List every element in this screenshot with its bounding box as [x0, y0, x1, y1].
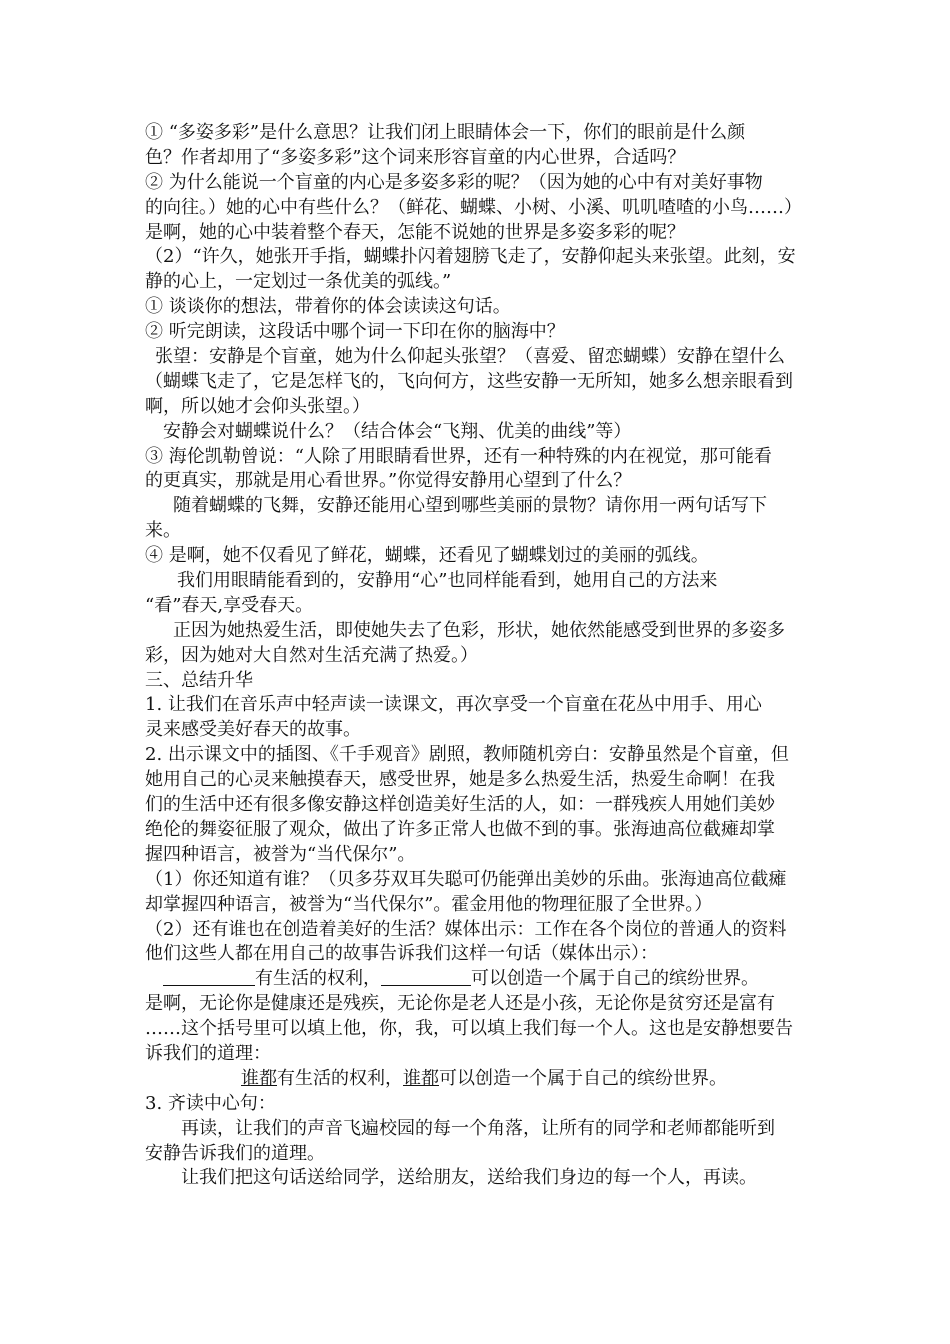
answer-word-1: 谁都: [241, 1067, 277, 1089]
blank-1: [163, 967, 255, 986]
text-line: 静的心上，一定划过一条优美的弧线。”: [145, 271, 452, 293]
text-line: 啊，所以她才会仰头张望。）: [145, 395, 370, 417]
text-line: 她用自己的心灵来触摸春天，感受世界，她是多么热爱生活，热爱生命啊！在我: [145, 769, 775, 791]
text-line: 是啊，无论你是健康还是残疾，无论你是老人还是小孩，无论你是贫穷还是富有: [145, 993, 775, 1015]
document-body: [145, 121, 810, 1191]
text-line: 再读，让我们的声音飞遍校园的每一个角落，让所有的同学和老师都能听到: [181, 1117, 775, 1139]
answer-word-2: 谁都: [403, 1067, 439, 1089]
answer-text-1: 有生活的权利，: [277, 1067, 403, 1089]
text-line: 色？作者却用了“多姿多彩”这个词来形容盲童的内心世界，合适吗？: [145, 146, 686, 168]
text-line: （2）“许久，她张开手指，蝴蝶扑闪着翅膀飞走了，安静仰起头来张望。此刻，安: [145, 246, 796, 268]
text-line: 的更真实，那就是用心看世界。”你觉得安静用心望到了什么？: [145, 470, 632, 492]
text-line: 诉我们的道理：: [145, 1042, 271, 1064]
text-line: 绝伦的舞姿征服了观众，做出了许多正常人也做不到的事。张海迪高位截瘫却掌: [145, 818, 775, 840]
text-line: （2）还有谁也在创造着美好的生活？媒体出示：工作在各个岗位的普通人的资料: [145, 918, 787, 940]
text-line: 他们这些人都在用自己的故事告诉我们这样一句话（媒体出示）：: [145, 943, 658, 965]
text-line: 握四种语言，被誉为“当代保尔”。: [145, 843, 416, 865]
text-line: 3. 齐读中心句：: [145, 1092, 276, 1114]
text-line: 安静会对蝴蝶说什么？（结合体会“飞翔、优美的曲线”等）: [163, 420, 632, 442]
blank-line-part1: 有生活的权利，: [255, 968, 381, 990]
text-line: 2. 出示课文中的插图、《千手观音》剧照，教师随机旁白：安静虽然是个盲童，但: [145, 744, 789, 766]
text-line: “看”春天,享受春天。: [145, 594, 314, 616]
text-line: （蝴蝶飞走了，它是怎样飞的，飞向何方，这些安静一无所知，她多么想亲眼看到: [145, 370, 793, 392]
text-line: 彩，因为她对大自然对生活充满了热爱。）: [145, 644, 478, 666]
text-line: 随着蝴蝶的飞舞，安静还能用心望到哪些美丽的景物？请你用一两句话写下: [173, 495, 767, 517]
paragraph-block-2: [145, 992, 810, 1067]
text-line: 是啊，她的心中装着整个春天，怎能不说她的世界是多姿多彩的呢？: [145, 221, 685, 243]
blank-line-part2: 可以创造一个属于自己的缤纷世界。: [471, 968, 759, 990]
paragraph-block-3: [145, 1092, 810, 1192]
text-line: ④ 是啊，她不仅看见了鲜花，蝴蝶，还看见了蝴蝶划过的美丽的弧线。: [145, 545, 709, 567]
answer-line: [145, 1067, 810, 1092]
text-line: ② 听完朗读，这段话中哪个词一下印在你的脑海中？: [145, 321, 565, 343]
text-line: 让我们把这句话送给同学，送给朋友，送给我们身边的每一个人，再读。: [181, 1167, 757, 1189]
paragraph-block-1: [145, 121, 810, 967]
text-line: 安静告诉我们的道理。: [145, 1142, 325, 1164]
answer-text-2: 可以创造一个属于自己的缤纷世界。: [439, 1067, 727, 1089]
text-line: ① “多姿多彩”是什么意思？让我们闭上眼睛体会一下，你们的眼前是什么颜: [145, 122, 746, 143]
text-line: 的向往。）她的心中有些什么？（鲜花、蝴蝶、小树、小溪、叽叽喳喳的小鸟……）: [145, 196, 802, 218]
text-line: ① 谈谈你的想法，带着你的体会读读这句话。: [145, 296, 511, 318]
text-line: （1）你还知道有谁？（贝多芬双耳失聪可仍能弹出美妙的乐曲。张海迪高位截瘫: [145, 868, 787, 890]
text-line: 1. 让我们在音乐声中轻声读一读课文，再次享受一个盲童在花丛中用手、用心: [145, 694, 762, 716]
text-line: 正因为她热爱生活，即使她失去了色彩，形状，她依然能感受到世界的多姿多: [173, 619, 785, 641]
text-line: 我们用眼睛能看到的，安静用“心”也同样能看到，她用自己的方法来: [177, 570, 718, 592]
fill-in-blank-line: [145, 967, 810, 992]
text-line: 张望：安静是个盲童，她为什么仰起头张望？（喜爱、留恋蝴蝶）安静在望什么: [155, 346, 785, 368]
text-line: 们的生活中还有很多像安静这样创造美好生活的人，如：一群残疾人用她们美妙: [145, 794, 775, 816]
text-line: ……这个括号里可以填上他，你，我，可以填上我们每一个人。这也是安静想要告: [145, 1018, 793, 1040]
text-line: 却掌握四种语言，被誉为“当代保尔”。霍金用他的物理征服了全世界。）: [145, 893, 713, 915]
text-line: 灵来感受美好春天的故事。: [145, 719, 361, 741]
text-line: ② 为什么能说一个盲童的内心是多姿多彩的呢？（因为她的心中有对美好事物: [145, 171, 763, 193]
blank-2: [381, 967, 471, 986]
text-line: ③ 海伦凯勒曾说：“人除了用眼睛看世界，还有一种特殊的内在视觉，那可能看: [145, 445, 772, 467]
text-line: 三、总结升华: [145, 669, 253, 691]
text-line: 来。: [145, 520, 181, 542]
